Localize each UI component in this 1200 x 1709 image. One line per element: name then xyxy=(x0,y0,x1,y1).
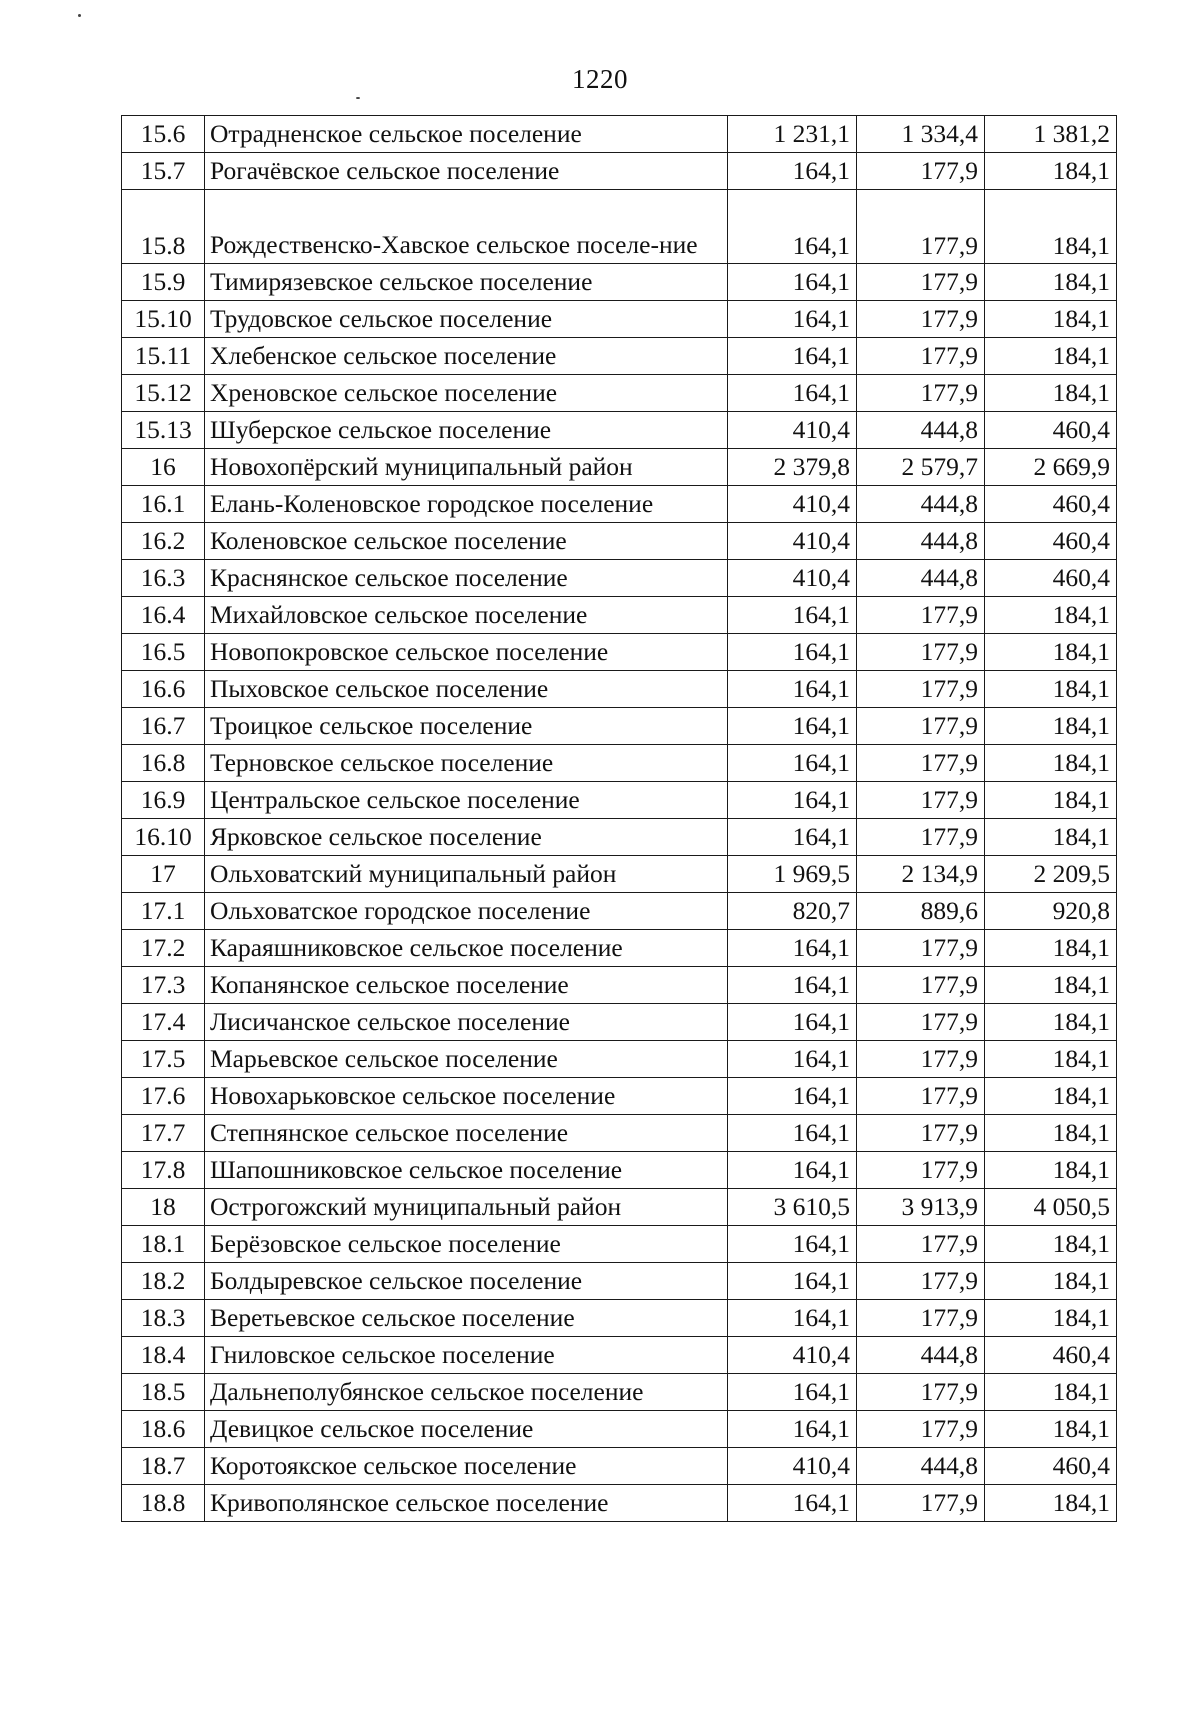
settlement-name: Караяшниковское сельское поселение xyxy=(205,930,728,967)
value-year-1: 3 610,5 xyxy=(728,1189,857,1226)
value-year-1: 164,1 xyxy=(728,190,857,264)
value-year-2: 177,9 xyxy=(857,264,985,301)
value-year-2: 177,9 xyxy=(857,967,985,1004)
settlement-name: Степнянское сельское поселение xyxy=(205,1115,728,1152)
value-year-1: 164,1 xyxy=(728,1374,857,1411)
value-year-1: 164,1 xyxy=(728,338,857,375)
row-number: 17.7 xyxy=(122,1115,205,1152)
value-year-1: 410,4 xyxy=(728,560,857,597)
value-year-3: 2 209,5 xyxy=(985,856,1117,893)
value-year-1: 820,7 xyxy=(728,893,857,930)
row-number: 15.10 xyxy=(122,301,205,338)
table-row xyxy=(122,1448,1117,1485)
settlement-name: Болдыревское сельское поселение xyxy=(205,1263,728,1300)
value-year-2: 177,9 xyxy=(857,708,985,745)
value-year-2: 177,9 xyxy=(857,597,985,634)
table-row xyxy=(122,1337,1117,1374)
page-number: 1220 xyxy=(572,64,628,94)
value-year-3: 184,1 xyxy=(985,301,1117,338)
value-year-3: 184,1 xyxy=(985,819,1117,856)
value-year-1: 164,1 xyxy=(728,597,857,634)
settlement-name: Отрадненское сельское поселение xyxy=(205,116,728,153)
table-row xyxy=(122,190,1117,264)
row-number: 18.3 xyxy=(122,1300,205,1337)
value-year-3: 2 669,9 xyxy=(985,449,1117,486)
table-row xyxy=(122,375,1117,412)
settlement-name: Марьевское сельское поселение xyxy=(205,1041,728,1078)
settlement-name: Терновское сельское поселение xyxy=(205,745,728,782)
value-year-2: 177,9 xyxy=(857,745,985,782)
table-row xyxy=(122,1152,1117,1189)
table-row xyxy=(122,819,1117,856)
settlement-name: Новохопёрский муниципальный район xyxy=(205,449,728,486)
value-year-2: 1 334,4 xyxy=(857,116,985,153)
settlement-name: Веретьевское сельское поселение xyxy=(205,1300,728,1337)
value-year-1: 164,1 xyxy=(728,930,857,967)
table-row xyxy=(122,708,1117,745)
row-number: 18.7 xyxy=(122,1448,205,1485)
table-row xyxy=(122,967,1117,1004)
budget-allocation-table xyxy=(121,115,1117,1522)
value-year-1: 164,1 xyxy=(728,1263,857,1300)
value-year-2: 2 134,9 xyxy=(857,856,985,893)
value-year-3: 460,4 xyxy=(985,523,1117,560)
table-row xyxy=(122,745,1117,782)
value-year-3: 184,1 xyxy=(985,190,1117,264)
value-year-3: 184,1 xyxy=(985,1300,1117,1337)
value-year-2: 889,6 xyxy=(857,893,985,930)
value-year-2: 177,9 xyxy=(857,930,985,967)
table-body xyxy=(122,116,1117,1522)
value-year-1: 164,1 xyxy=(728,819,857,856)
row-number: 17.6 xyxy=(122,1078,205,1115)
value-year-2: 177,9 xyxy=(857,1041,985,1078)
value-year-1: 164,1 xyxy=(728,264,857,301)
row-number: 17.1 xyxy=(122,893,205,930)
value-year-2: 177,9 xyxy=(857,375,985,412)
table-row xyxy=(122,1300,1117,1337)
value-year-2: 177,9 xyxy=(857,1411,985,1448)
value-year-1: 164,1 xyxy=(728,708,857,745)
value-year-1: 1 969,5 xyxy=(728,856,857,893)
table-row xyxy=(122,153,1117,190)
table-row xyxy=(122,597,1117,634)
value-year-2: 177,9 xyxy=(857,1078,985,1115)
row-number: 16.8 xyxy=(122,745,205,782)
table-row xyxy=(122,671,1117,708)
value-year-3: 184,1 xyxy=(985,1041,1117,1078)
value-year-3: 184,1 xyxy=(985,1078,1117,1115)
value-year-3: 184,1 xyxy=(985,1152,1117,1189)
settlement-name: Пыховское сельское поселение xyxy=(205,671,728,708)
value-year-2: 177,9 xyxy=(857,1152,985,1189)
table-row xyxy=(122,412,1117,449)
value-year-1: 164,1 xyxy=(728,745,857,782)
value-year-2: 444,8 xyxy=(857,560,985,597)
settlement-name: Берёзовское сельское поселение xyxy=(205,1226,728,1263)
value-year-2: 444,8 xyxy=(857,412,985,449)
value-year-2: 444,8 xyxy=(857,523,985,560)
row-number: 16.4 xyxy=(122,597,205,634)
row-number: 17.3 xyxy=(122,967,205,1004)
table-row xyxy=(122,1263,1117,1300)
settlement-name: Шапошниковское сельское поселение xyxy=(205,1152,728,1189)
settlement-name: Новохарьковское сельское поселение xyxy=(205,1078,728,1115)
value-year-2: 177,9 xyxy=(857,301,985,338)
row-number: 17.4 xyxy=(122,1004,205,1041)
scan-speck xyxy=(78,14,81,17)
value-year-1: 164,1 xyxy=(728,1226,857,1263)
settlement-name: Ольховатское городское поселение xyxy=(205,893,728,930)
value-year-2: 444,8 xyxy=(857,486,985,523)
settlement-name: Ярковское сельское поселение xyxy=(205,819,728,856)
table-row xyxy=(122,1374,1117,1411)
settlement-name: Острогожский муниципальный район xyxy=(205,1189,728,1226)
value-year-1: 164,1 xyxy=(728,671,857,708)
settlement-name: Рождественско-Хавское сельское поселе-ние xyxy=(205,190,728,264)
settlement-name: Краснянское сельское поселение xyxy=(205,560,728,597)
table-row xyxy=(122,930,1117,967)
value-year-2: 2 579,7 xyxy=(857,449,985,486)
row-number: 18.4 xyxy=(122,1337,205,1374)
settlement-name: Коленовское сельское поселение xyxy=(205,523,728,560)
value-year-2: 177,9 xyxy=(857,671,985,708)
value-year-2: 177,9 xyxy=(857,190,985,264)
settlement-name: Кривополянское сельское поселение xyxy=(205,1485,728,1522)
row-number: 17.2 xyxy=(122,930,205,967)
row-number: 15.9 xyxy=(122,264,205,301)
row-number: 15.13 xyxy=(122,412,205,449)
value-year-2: 177,9 xyxy=(857,338,985,375)
value-year-2: 177,9 xyxy=(857,1115,985,1152)
settlement-name: Ольховатский муниципальный район xyxy=(205,856,728,893)
value-year-3: 184,1 xyxy=(985,634,1117,671)
value-year-3: 184,1 xyxy=(985,264,1117,301)
row-number: 18.2 xyxy=(122,1263,205,1300)
settlement-name: Центральское сельское поселение xyxy=(205,782,728,819)
row-number: 15.12 xyxy=(122,375,205,412)
value-year-1: 410,4 xyxy=(728,1448,857,1485)
value-year-1: 410,4 xyxy=(728,523,857,560)
row-number: 15.7 xyxy=(122,153,205,190)
value-year-1: 164,1 xyxy=(728,1041,857,1078)
row-number: 16.10 xyxy=(122,819,205,856)
value-year-3: 460,4 xyxy=(985,1337,1117,1374)
value-year-3: 184,1 xyxy=(985,782,1117,819)
value-year-3: 184,1 xyxy=(985,1485,1117,1522)
value-year-1: 164,1 xyxy=(728,1300,857,1337)
settlement-name: Трудовское сельское поселение xyxy=(205,301,728,338)
value-year-1: 164,1 xyxy=(728,301,857,338)
value-year-1: 164,1 xyxy=(728,1078,857,1115)
value-year-1: 410,4 xyxy=(728,412,857,449)
value-year-3: 184,1 xyxy=(985,597,1117,634)
row-number: 16.1 xyxy=(122,486,205,523)
row-number: 18.6 xyxy=(122,1411,205,1448)
value-year-3: 184,1 xyxy=(985,1226,1117,1263)
table-row xyxy=(122,782,1117,819)
value-year-1: 410,4 xyxy=(728,1337,857,1374)
value-year-3: 184,1 xyxy=(985,967,1117,1004)
value-year-3: 184,1 xyxy=(985,671,1117,708)
settlement-name: Гниловское сельское поселение xyxy=(205,1337,728,1374)
value-year-1: 1 231,1 xyxy=(728,116,857,153)
value-year-2: 177,9 xyxy=(857,1226,985,1263)
value-year-2: 177,9 xyxy=(857,819,985,856)
value-year-3: 184,1 xyxy=(985,1004,1117,1041)
value-year-3: 184,1 xyxy=(985,1115,1117,1152)
row-number: 16.7 xyxy=(122,708,205,745)
value-year-1: 2 379,8 xyxy=(728,449,857,486)
value-year-3: 460,4 xyxy=(985,560,1117,597)
settlement-name: Новопокровское сельское поселение xyxy=(205,634,728,671)
row-number: 17 xyxy=(122,856,205,893)
value-year-2: 177,9 xyxy=(857,1004,985,1041)
settlement-name: Троицкое сельское поселение xyxy=(205,708,728,745)
table-row xyxy=(122,523,1117,560)
settlement-name: Рогачёвское сельское поселение xyxy=(205,153,728,190)
settlement-name: Шуберское сельское поселение xyxy=(205,412,728,449)
table-row xyxy=(122,1485,1117,1522)
table-row xyxy=(122,116,1117,153)
value-year-1: 164,1 xyxy=(728,967,857,1004)
table-row xyxy=(122,856,1117,893)
settlement-name: Михайловское сельское поселение xyxy=(205,597,728,634)
value-year-3: 1 381,2 xyxy=(985,116,1117,153)
value-year-3: 920,8 xyxy=(985,893,1117,930)
row-number: 16.3 xyxy=(122,560,205,597)
table-row xyxy=(122,1078,1117,1115)
value-year-1: 164,1 xyxy=(728,634,857,671)
value-year-3: 184,1 xyxy=(985,1374,1117,1411)
value-year-1: 164,1 xyxy=(728,782,857,819)
settlement-name: Дальнеполубянское сельское поселение xyxy=(205,1374,728,1411)
value-year-2: 177,9 xyxy=(857,1300,985,1337)
table-row xyxy=(122,1411,1117,1448)
value-year-2: 177,9 xyxy=(857,782,985,819)
value-year-2: 177,9 xyxy=(857,1263,985,1300)
row-number: 16 xyxy=(122,449,205,486)
row-number: 15.11 xyxy=(122,338,205,375)
table-row xyxy=(122,560,1117,597)
value-year-3: 184,1 xyxy=(985,745,1117,782)
value-year-3: 460,4 xyxy=(985,1448,1117,1485)
value-year-3: 184,1 xyxy=(985,375,1117,412)
table-row xyxy=(122,1041,1117,1078)
settlement-name: Тимирязевское сельское поселение xyxy=(205,264,728,301)
row-number: 17.8 xyxy=(122,1152,205,1189)
row-number: 15.8 xyxy=(122,190,205,264)
value-year-1: 164,1 xyxy=(728,1411,857,1448)
settlement-name: Лисичанское сельское поселение xyxy=(205,1004,728,1041)
table-row xyxy=(122,893,1117,930)
row-number: 18.8 xyxy=(122,1485,205,1522)
settlement-name: Хреновское сельское поселение xyxy=(205,375,728,412)
row-number: 17.5 xyxy=(122,1041,205,1078)
row-number: 16.2 xyxy=(122,523,205,560)
table-row xyxy=(122,301,1117,338)
row-number: 16.5 xyxy=(122,634,205,671)
table-row xyxy=(122,338,1117,375)
row-number: 16.6 xyxy=(122,671,205,708)
value-year-1: 410,4 xyxy=(728,486,857,523)
value-year-3: 184,1 xyxy=(985,153,1117,190)
table-row xyxy=(122,1115,1117,1152)
table-row xyxy=(122,264,1117,301)
value-year-2: 177,9 xyxy=(857,1374,985,1411)
row-number: 16.9 xyxy=(122,782,205,819)
settlement-name: Хлебенское сельское поселение xyxy=(205,338,728,375)
value-year-1: 164,1 xyxy=(728,153,857,190)
value-year-3: 460,4 xyxy=(985,486,1117,523)
value-year-3: 184,1 xyxy=(985,1263,1117,1300)
value-year-1: 164,1 xyxy=(728,1485,857,1522)
value-year-1: 164,1 xyxy=(728,375,857,412)
row-number: 18 xyxy=(122,1189,205,1226)
row-number: 18.5 xyxy=(122,1374,205,1411)
table-row xyxy=(122,486,1117,523)
value-year-3: 184,1 xyxy=(985,930,1117,967)
row-number: 15.6 xyxy=(122,116,205,153)
value-year-2: 177,9 xyxy=(857,634,985,671)
value-year-2: 3 913,9 xyxy=(857,1189,985,1226)
value-year-2: 177,9 xyxy=(857,153,985,190)
value-year-3: 4 050,5 xyxy=(985,1189,1117,1226)
value-year-2: 177,9 xyxy=(857,1485,985,1522)
table-row xyxy=(122,449,1117,486)
table-row xyxy=(122,634,1117,671)
value-year-3: 184,1 xyxy=(985,708,1117,745)
row-number: 18.1 xyxy=(122,1226,205,1263)
value-year-3: 460,4 xyxy=(985,412,1117,449)
table-row xyxy=(122,1189,1117,1226)
value-year-3: 184,1 xyxy=(985,338,1117,375)
value-year-1: 164,1 xyxy=(728,1115,857,1152)
value-year-2: 444,8 xyxy=(857,1448,985,1485)
settlement-name: Елань-Коленовское городское поселение xyxy=(205,486,728,523)
scan-speck xyxy=(356,97,360,99)
value-year-1: 164,1 xyxy=(728,1004,857,1041)
settlement-name: Копанянское сельское поселение xyxy=(205,967,728,1004)
value-year-1: 164,1 xyxy=(728,1152,857,1189)
settlement-name: Девицкое сельское поселение xyxy=(205,1411,728,1448)
table-row xyxy=(122,1004,1117,1041)
settlement-name: Коротоякское сельское поселение xyxy=(205,1448,728,1485)
value-year-2: 444,8 xyxy=(857,1337,985,1374)
value-year-3: 184,1 xyxy=(985,1411,1117,1448)
table-row xyxy=(122,1226,1117,1263)
